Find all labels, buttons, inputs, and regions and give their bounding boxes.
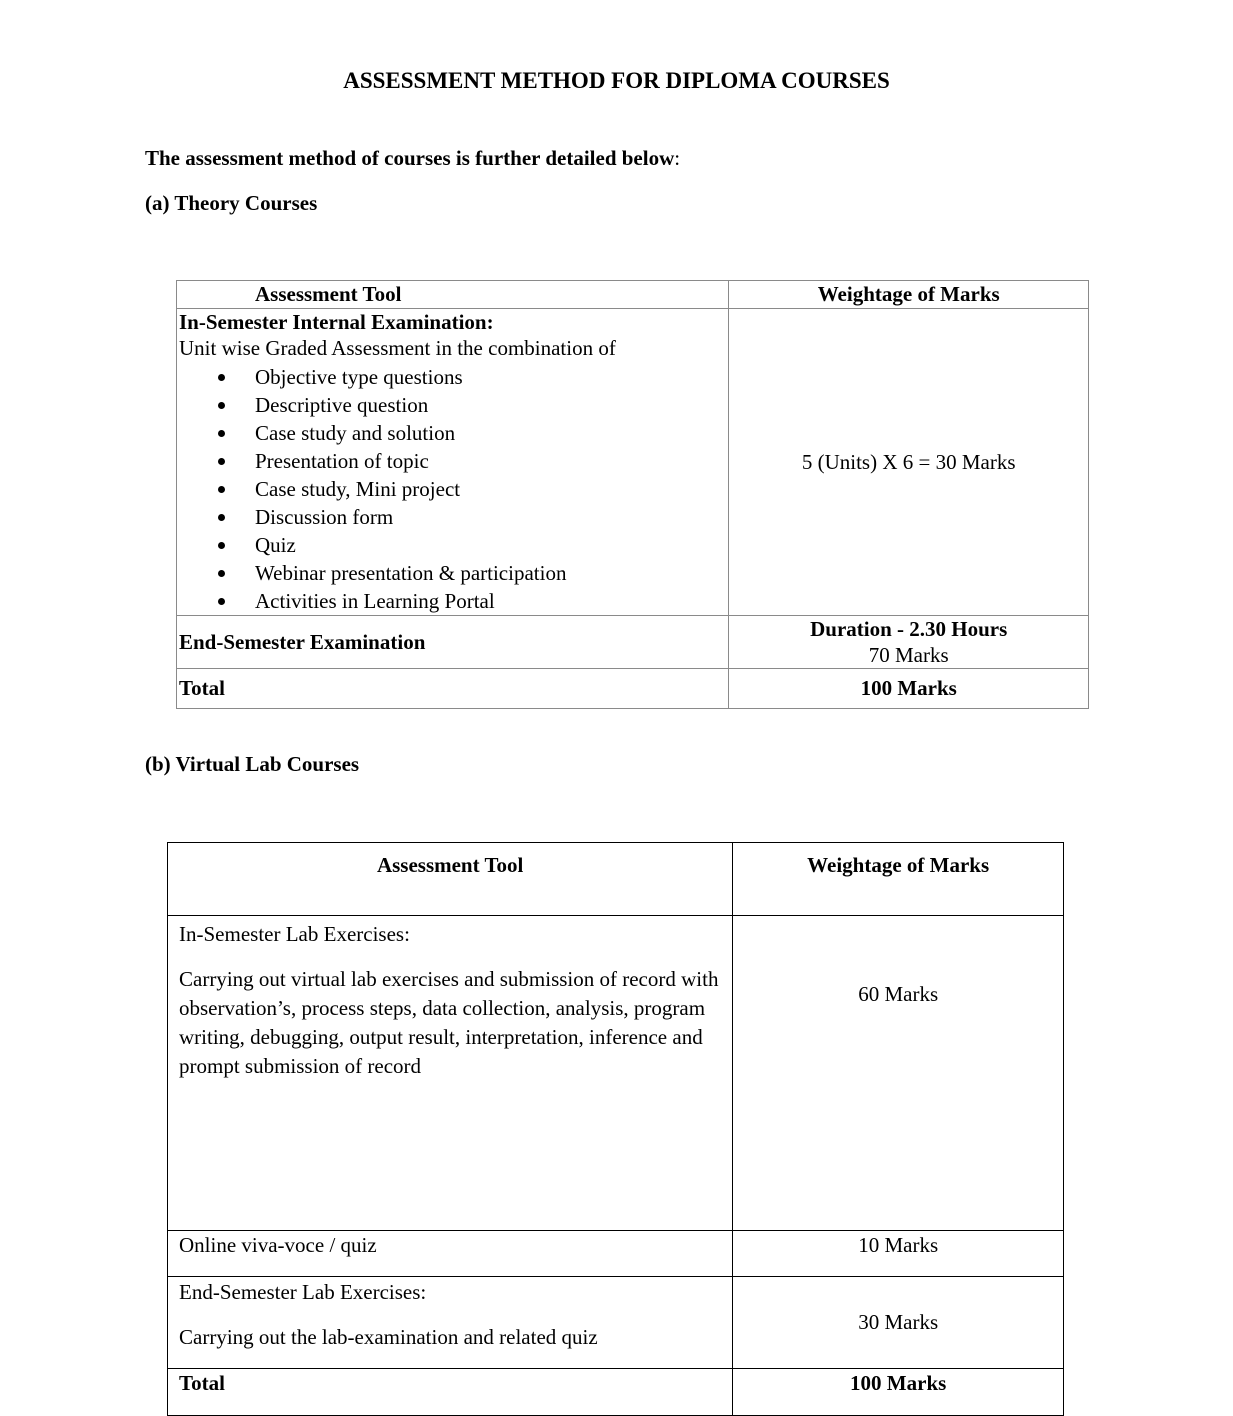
list-item [255, 587, 728, 615]
list-item [255, 419, 728, 447]
end-semester-marks-cell [729, 616, 1089, 669]
column-header-weightage: Weightage of Marks [733, 843, 1064, 916]
bullet-icon [218, 486, 225, 493]
table-row-total [168, 1369, 1064, 1416]
bullet-icon [218, 430, 225, 437]
list-item [255, 447, 728, 475]
end-lab-description: Carrying out the lab-examination and related quiz [179, 1325, 598, 1349]
lab-exercises-marks: 60 Marks [733, 916, 1064, 1231]
intro-colon: : [674, 146, 681, 170]
viva-label: Online viva-voce / quiz [168, 1231, 733, 1277]
list-item-text: Descriptive question [255, 393, 429, 417]
viva-marks: 10 Marks [733, 1231, 1064, 1277]
list-item-text: Activities in Learning Portal [255, 589, 495, 613]
bullet-icon [218, 570, 225, 577]
column-header-weightage: Weightage of Marks [729, 281, 1089, 309]
total-marks: 100 Marks [733, 1369, 1064, 1416]
end-semester-duration: Duration - 2.30 Hours [810, 617, 1008, 641]
list-item [255, 531, 728, 559]
end-lab-title: End-Semester Lab Exercises: [179, 1280, 427, 1304]
bullet-icon [218, 514, 225, 521]
list-item [255, 559, 728, 587]
bullet-icon [218, 374, 225, 381]
list-item-text: Discussion form [255, 505, 394, 529]
lab-exercises-title: In-Semester Lab Exercises: [179, 922, 410, 946]
list-item-text: Case study and solution [255, 421, 456, 445]
total-label: Total [177, 669, 729, 709]
section-heading-theory: (a) Theory Courses [145, 191, 318, 215]
list-item-text: Case study, Mini project [255, 477, 461, 501]
lab-exercises-description: Carrying out virtual lab exercises and submission of record with observation’s, process steps, data collection, analysis, program writing, debugging, output result, interpretation, inference and prompt submission of record [179, 967, 719, 1078]
assessment-components-list [179, 363, 728, 615]
virtual-lab-assessment-table [167, 842, 1064, 1416]
end-lab-cell [168, 1277, 733, 1369]
internal-exam-title: In-Semester Internal Examination: [179, 310, 494, 334]
document-title: ASSESSMENT METHOD FOR DIPLOMA COURSES [343, 68, 890, 93]
list-item [255, 363, 728, 391]
intro-text [145, 146, 680, 171]
lab-exercises-cell [168, 916, 733, 1231]
list-item [255, 475, 728, 503]
end-lab-marks: 30 Marks [733, 1277, 1064, 1369]
list-item-text: Objective type questions [255, 365, 463, 389]
table-row-total [177, 669, 1089, 709]
list-item [255, 503, 728, 531]
end-semester-marks: 70 Marks [868, 643, 949, 667]
bullet-icon [218, 598, 225, 605]
end-semester-label: End-Semester Examination [177, 616, 729, 669]
table-row-end-lab [168, 1277, 1064, 1369]
table-header-row [168, 843, 1064, 916]
list-item-text: Presentation of topic [255, 449, 429, 473]
table-row-end-semester [177, 616, 1089, 669]
table-row-lab-exercises [168, 916, 1064, 1231]
bullet-icon [218, 402, 225, 409]
column-header-assessment-tool: Assessment Tool [177, 281, 729, 309]
table-row-viva [168, 1231, 1064, 1277]
column-header-assessment-tool: Assessment Tool [168, 843, 733, 916]
list-item [255, 391, 728, 419]
internal-exam-subtitle: Unit wise Graded Assessment in the combination of [179, 336, 616, 360]
total-marks: 100 Marks [729, 669, 1089, 709]
table-header-row [177, 281, 1089, 309]
internal-exam-cell [177, 309, 729, 616]
total-label: Total [168, 1369, 733, 1416]
internal-exam-marks: 5 (Units) X 6 = 30 Marks [729, 309, 1089, 616]
intro-bold-text: The assessment method of courses is further detailed below [145, 146, 675, 170]
bullet-icon [218, 458, 225, 465]
theory-assessment-table [176, 280, 1089, 709]
section-heading-virtual-lab: (b) Virtual Lab Courses [145, 752, 360, 776]
table-row-internal-exam [177, 309, 1089, 616]
list-item-text: Quiz [255, 533, 296, 557]
list-item-text: Webinar presentation & participation [255, 561, 567, 585]
bullet-icon [218, 542, 225, 549]
